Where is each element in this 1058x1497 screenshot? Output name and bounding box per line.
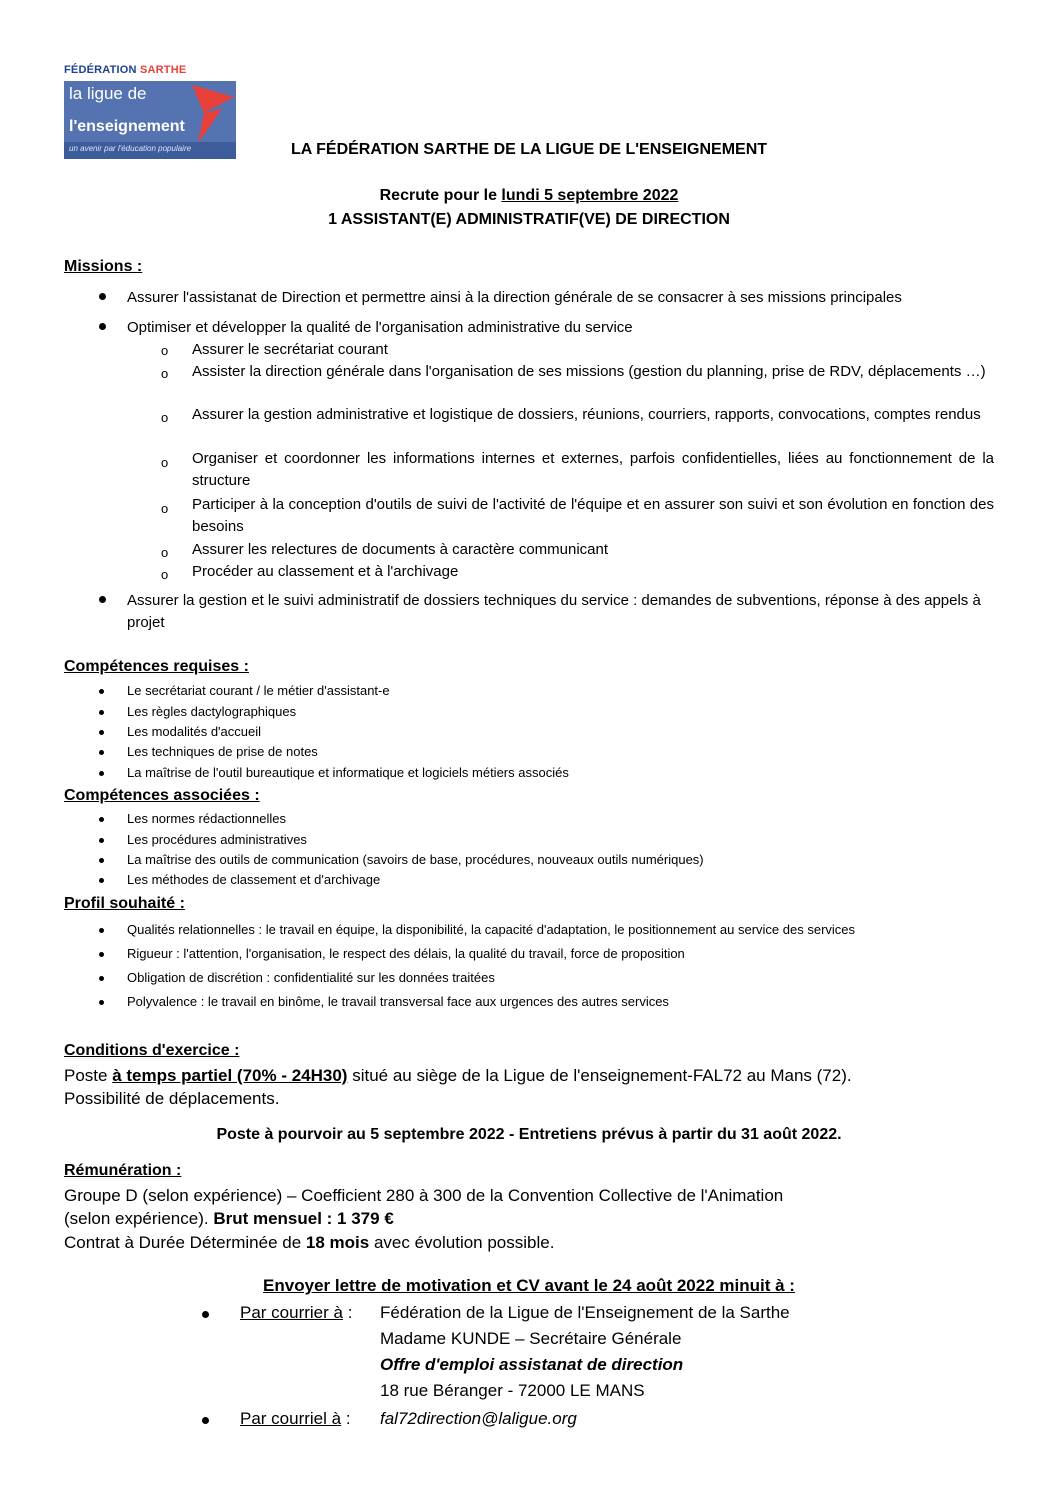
bullet [99,750,104,755]
competence-associee-item: La maîtrise des outils de communication (savoirs de base, procédures, nouveaux outils numériques) [127,852,704,867]
logo-tagline: un avenir par l'éducation populaire [69,144,192,153]
sub-bullet: o [161,343,169,358]
mission-sub-item: Assurer la gestion administrative et logistique de dossiers, réunions, courriers, rapports, convocations, comptes rendus [192,406,981,423]
sub-bullet: o [161,366,169,381]
mission-sub-item: Organiser et coordonner les informations internes et externes, parfois confidentielles, liées au fonctionnement de la structure [192,450,994,489]
bullet [99,976,104,981]
bullet [99,710,104,715]
mission-sub-item: Assurer le secrétariat courant [192,341,388,358]
remuneration-line-1: Groupe D (selon expérience) – Coefficient 280 à 300 de la Convention Collective de l'Animation [64,1186,784,1205]
bullet [202,1311,209,1318]
mail-label: Par courrier à : [240,1303,353,1322]
mail-address-line-2: Madame KUNDE – Secrétaire Générale [380,1329,682,1348]
remuneration-line-3: Contrat à Durée Déterminée de 18 mois avec évolution possible. [64,1233,555,1252]
conditions-line-1: Poste à temps partiel (70% - 24H30) situé au siège de la Ligue de l'enseignement-FAL72 au Mans (72). [64,1066,852,1085]
bullet [99,817,104,822]
profil-item: Polyvalence : le travail en binôme, le travail transversal face aux urgences des autres services [127,994,669,1009]
bullet [99,878,104,883]
email-link[interactable]: fal72direction@laligue.org [380,1409,577,1428]
email-label: Par courriel à : [240,1409,351,1428]
sub-bullet: o [161,410,169,425]
candidature-heading: Envoyer lettre de motivation et CV avant le 24 août 2022 minuit à : [263,1276,795,1295]
mail-address-line-3: Offre d'emploi assistanat de direction [380,1355,684,1374]
competence-item: Les techniques de prise de notes [127,744,318,759]
mail-address-line-1: Fédération de la Ligue de l'Enseignement de la Sarthe [380,1303,790,1322]
competences-requises-heading: Compétences requises : [64,658,249,675]
logo-federation: FÉDÉRATION SARTHE [64,64,187,76]
logo-red-flag-icon [184,83,236,145]
conditions-heading: Conditions d'exercice : [64,1042,240,1059]
conditions-line-2: Possibilité de déplacements. [64,1089,280,1108]
mission-sub-item: Assister la direction générale dans l'organisation de ses missions (gestion du planning, prise de RDV, déplacements …) [192,363,986,380]
competence-item: Les modalités d'accueil [127,724,261,739]
mail-address-line-4: 18 rue Béranger - 72000 LE MANS [380,1381,645,1400]
competence-item: La maîtrise de l'outil bureautique et informatique et logiciels métiers associés [127,765,569,780]
competence-associee-item: Les normes rédactionnelles [127,811,286,826]
bullet [202,1417,209,1424]
position-title: 1 ASSISTANT(E) ADMINISTRATIF(VE) DE DIRECTION [328,211,730,228]
sub-bullet: o [161,455,169,470]
conditions-highlight: Poste à pourvoir au 5 septembre 2022 - Entretiens prévus à partir du 31 août 2022. [216,1126,842,1143]
recruit-date: lundi 5 septembre 2022 [501,187,679,204]
bullet [99,858,104,863]
sub-bullet: o [161,501,169,516]
bullet [99,952,104,957]
competence-associee-item: Les méthodes de classement et d'archivage [127,872,381,887]
bullet [99,689,104,694]
mission-item-2: Optimiser et développer la qualité de l'organisation administrative du service [127,319,633,336]
profil-heading: Profil souhaité : [64,895,185,912]
document-title: LA FÉDÉRATION SARTHE DE LA LIGUE DE L'ENSEIGNEMENT [290,141,768,158]
mission-sub-item: Assurer les relectures de documents à caractère communicant [192,541,609,558]
bullet [99,1000,104,1005]
sub-bullet: o [161,545,169,560]
mission-item-1: Assurer l'assistanat de Direction et permettre ainsi à la direction générale de se consacrer à ses missions principales [127,289,902,306]
mission-item-3: Assurer la gestion et le suivi administratif de dossiers techniques du service : demandes de subventions, réponse à des appels à projet [127,592,981,631]
recruit-line: Recrute pour le lundi 5 septembre 2022 [379,187,679,204]
bullet [99,596,106,603]
logo-line1: la ligue de [69,84,147,103]
remuneration-line-2: (selon expérience). Brut mensuel : 1 379 € [64,1209,394,1228]
profil-item: Obligation de discrétion : confidentialité sur les données traitées [127,970,495,985]
bullet [99,323,106,330]
competences-associees-heading: Compétences associées : [64,787,260,804]
sub-bullet: o [161,567,169,582]
mission-sub-item: Procéder au classement et à l'archivage [192,563,459,580]
mission-sub-item: Participer à la conception d'outils de suivi de l'activité de l'équipe et en assurer son suivi et son évolution en fonction des besoins [192,496,994,535]
bullet [99,730,104,735]
bullet [99,928,104,933]
bullet [99,771,104,776]
bullet [99,293,106,300]
competence-item: Les règles dactylographiques [127,704,297,719]
missions-heading: Missions : [64,258,143,275]
remuneration-heading: Rémunération : [64,1162,182,1179]
competence-associee-item: Les procédures administratives [127,832,307,847]
profil-item: Rigueur : l'attention, l'organisation, le respect des délais, la qualité du travail, force de proposition [127,946,685,961]
profil-item: Qualités relationnelles : le travail en équipe, la disponibilité, la capacité d'adaptation, le positionnement au service des services [127,922,856,937]
competence-item: Le secrétariat courant / le métier d'assistant-e [127,683,390,698]
bullet [99,838,104,843]
logo-line2: l'enseignement [69,118,185,135]
